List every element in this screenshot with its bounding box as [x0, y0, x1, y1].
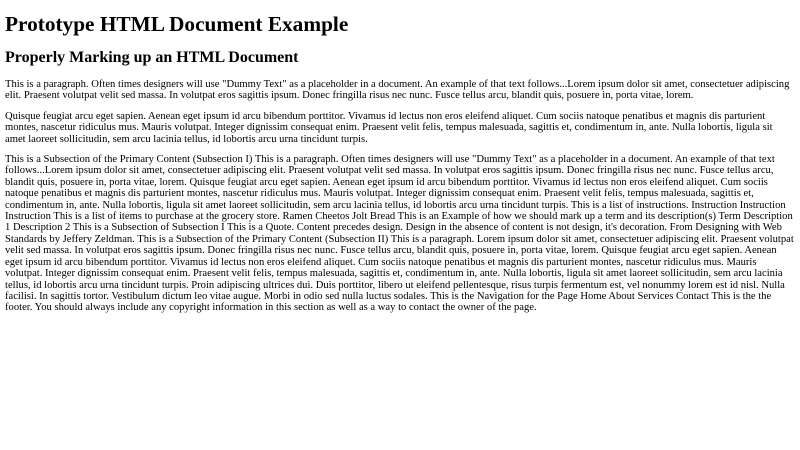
subsection-body-text: This is a Subsection of the Primary Content (Subsection I) This is a paragraph. Often times designers will use "Dummy Text" as a placeholder in a document. An example of that text follows...Lorem ipsum dolor sit amet, consectetuer adipiscing elit. Praesent volutpat velit sed massa. In volutpat eros sagittis ipsum. Donec fringilla risus nec nunc. Fusce tellus arcu, blandit quis, posuere in, porta vitae, lorem. Quisque feugiat arcu eget sapien. Aenean eget ipsum id arcu bibendum porttitor. Vivamus id lectus non eros eleifend aliquet. Cum sociis natoque penatibus et magnis dis parturient montes, nascetur ridiculus mus. Mauris volutpat. Integer dignissim consequat enim. Praesent velit felis, tempus malesuada, sagittis et, condimentum in, ante. Nulla lobortis, ligula sit amet laoreet sollicitudin, sem arcu lacinia tellus, id lobortis arcu urna tincidunt turpis. This is a list of instructions. Instruction Instruction Instruction This is a list of items to purchase at the grocery store. Ramen Cheetos Jolt Bread This is an Example of how we should mark up a term and its description(s) Term Description 1 Description 2 This is a Subsection of Subsection I This is a Quote. Content precedes design. Design in the absence of content is not design, it's decoration. From Designing with Web Standards by Jeffery Zeldman. This is a Subsection of the Primary Content (Subsection II) This is a paragraph. Lorem ipsum dolor sit amet, consectetuer adipiscing elit. Praesent volutpat velit sed massa. In volutpat eros sagittis ipsum. Donec fringilla risus nec nunc. Fusce tellus arcu, blandit quis, posuere in, porta vitae, lorem. Quisque feugiat arcu eget sapien. Aenean eget ipsum id arcu bibendum porttitor. Vivamus id lectus non eros eleifend aliquet. Cum sociis natoque penatibus et magnis dis parturient montes, nascetur ridiculus mus. Mauris volutpat. Integer dignissim consequat enim. Praesent velit felis, tempus malesuada, sagittis et, condimentum in, ante. Nulla lobortis, ligula sit amet laoreet sollicitudin, sem arcu lacinia tellus, id lobortis arcu urna tincidunt turpis. Proin adipiscing ultrices dui. Duis porttitor, libero ut eleifend pellentesque, risus turpis fermentum est, vel nonummy lorem est id nisl. Nulla facilisi. In sagittis tortor. Vestibulum dictum leo vitae augue. Morbi in odio sed nulla luctus sodales. This is the Navigation for the Page Home About Services Contact This is the the footer. You should always include any copyright information in this section as well as a way to contact the owner of the page.: [5, 154, 794, 314]
page-title: Prototype HTML Document Example: [5, 12, 349, 36]
page-subtitle: Properly Marking up an HTML Document: [5, 49, 299, 66]
second-paragraph: Quisque feugiat arcu eget sapien. Aenean eget ipsum id arcu bibendum porttitor. Vivamus id lectus non eros eleifend aliquet. Cum sociis natoque penatibus et magnis dis parturient montes, nascetur ridiculus mus. Mauris volutpat. Integer dignissim consequat enim. Praesent velit felis, tempus malesuada, sagittis et, condimentum in, ante. Nulla lobortis, ligula sit amet laoreet sollicitudin, sem arcu lacinia tellus, id lobortis arcu urna tincidunt turpis.: [5, 110, 773, 145]
intro-paragraph: This is a paragraph. Often times designers will use "Dummy Text" as a placeholder in a document. An example of that text follows...Lorem ipsum dolor sit amet, consectetuer adipiscing elit. Praesent volutpat velit sed massa. In volutpat eros sagittis ipsum. Donec fringilla risus nec nunc. Fusce tellus arcu, blandit quis, posuere in, porta vitae, lorem.: [5, 79, 790, 102]
